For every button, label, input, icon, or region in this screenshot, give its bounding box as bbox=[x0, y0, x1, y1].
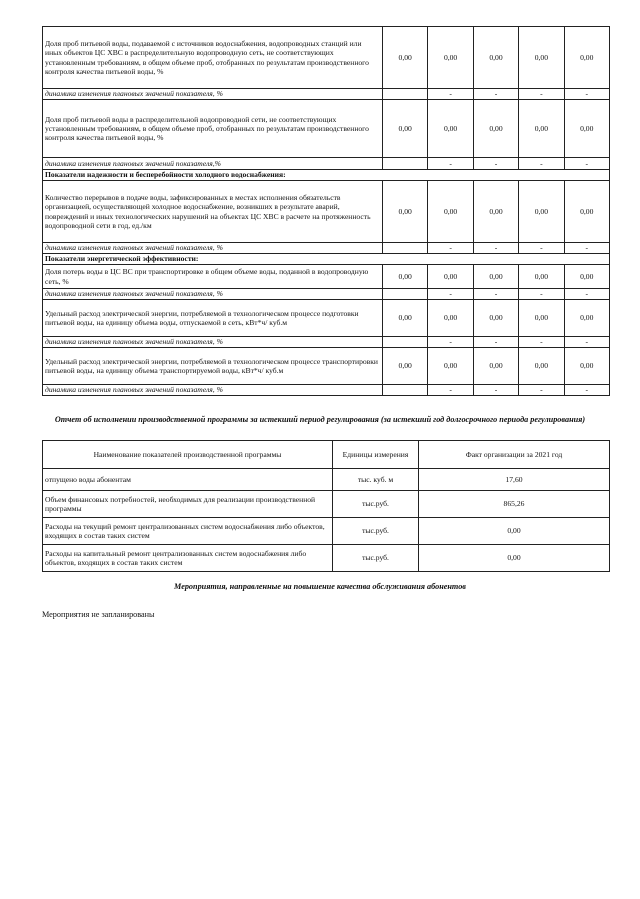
unit-cell: тыс.руб. bbox=[333, 491, 419, 518]
unit-cell: тыс. куб. м bbox=[333, 469, 419, 491]
header-indicator-name: Наименование показателей производственной программы bbox=[43, 441, 333, 469]
indicator-row bbox=[43, 181, 610, 243]
indicator-name: Расходы на капитальный ремонт централизованных систем водоснабжения либо объектов, входящих в состав таких систем bbox=[43, 545, 333, 572]
indicator-value: 0,00 bbox=[383, 348, 428, 385]
indicator-value: 0,00 bbox=[564, 265, 609, 289]
indicator-value: 0,00 bbox=[473, 265, 518, 289]
indicator-value bbox=[383, 89, 428, 100]
indicator-value: 0,00 bbox=[383, 27, 428, 89]
indicator-value: - bbox=[519, 385, 564, 396]
indicator-label: Доля проб питьевой воды, подаваемой с источников водоснабжения, водопроводных станций или иных объектов ЦС ХВС в распределительную водопроводную сеть, не соответствующих установленным требованиям, в общем объеме проб, отобранных по результатам производственного контроля качества питьевой воды, % bbox=[43, 27, 383, 89]
indicator-label: динамика изменения плановых значений показателя, % bbox=[43, 243, 383, 254]
indicator-value: 0,00 bbox=[473, 181, 518, 243]
header-unit: Единицы измерения bbox=[333, 441, 419, 469]
indicator-value: 0,00 bbox=[564, 348, 609, 385]
section-row bbox=[43, 170, 610, 181]
report-caption: Отчет об исполнении производственной программы за истекший период регулирования (за истекший год долгосрочного периода регулирования) bbox=[54, 415, 586, 424]
fact-value: 0,00 bbox=[419, 545, 610, 572]
table-row bbox=[43, 469, 610, 491]
indicator-label: Удельный расход электрической энергии, потребляемой в технологическом процессе подготовки питьевой воды, на единицу объема воды, отпускаемой в сеть, кВт*ч/ куб.м bbox=[43, 300, 383, 337]
indicator-value: - bbox=[428, 89, 473, 100]
measures-text: Мероприятия не запланированы bbox=[42, 610, 155, 619]
dynamics-row bbox=[43, 289, 610, 300]
indicator-value: 0,00 bbox=[473, 300, 518, 337]
indicator-value: - bbox=[519, 289, 564, 300]
indicator-value: 0,00 bbox=[383, 100, 428, 158]
dynamics-row bbox=[43, 158, 610, 170]
indicator-value: - bbox=[564, 158, 609, 170]
indicator-value: 0,00 bbox=[428, 265, 473, 289]
production-program-body bbox=[43, 469, 610, 572]
indicators-table-body bbox=[43, 27, 610, 396]
indicator-value bbox=[383, 385, 428, 396]
indicator-value: - bbox=[564, 243, 609, 254]
indicator-value: - bbox=[428, 158, 473, 170]
indicator-value: - bbox=[428, 385, 473, 396]
indicator-value: - bbox=[428, 337, 473, 348]
measures-heading: Мероприятия, направленные на повышение качества обслуживания абонентов bbox=[174, 582, 466, 591]
table-row bbox=[43, 491, 610, 518]
indicators-table bbox=[42, 26, 610, 396]
indicator-label: динамика изменения плановых значений показателя, % bbox=[43, 385, 383, 396]
indicator-label: динамика изменения плановых значений показателя, % bbox=[43, 289, 383, 300]
indicator-label: Доля потерь воды в ЦС ВС при транспортировке в общем объеме воды, поданной в водопроводную сеть, % bbox=[43, 265, 383, 289]
indicator-value: 0,00 bbox=[519, 100, 564, 158]
header-fact: Факт организации за 2021 год bbox=[419, 441, 610, 469]
indicator-value: 0,00 bbox=[428, 348, 473, 385]
indicator-value: - bbox=[564, 89, 609, 100]
indicator-value bbox=[383, 243, 428, 254]
indicator-value: - bbox=[473, 243, 518, 254]
indicator-value: - bbox=[519, 243, 564, 254]
table-header-row bbox=[43, 441, 610, 469]
indicator-value: 0,00 bbox=[383, 181, 428, 243]
indicator-label: динамика изменения плановых значений показателя,% bbox=[43, 158, 383, 170]
indicator-row bbox=[43, 300, 610, 337]
indicator-value: - bbox=[564, 289, 609, 300]
fact-value: 17,60 bbox=[419, 469, 610, 491]
indicator-value: 0,00 bbox=[473, 100, 518, 158]
indicator-value: - bbox=[473, 337, 518, 348]
indicator-value: 0,00 bbox=[473, 348, 518, 385]
indicator-value: 0,00 bbox=[383, 300, 428, 337]
indicator-label: динамика изменения плановых значений показателя, % bbox=[43, 89, 383, 100]
indicator-label: Удельный расход электрической энергии, потребляемой в технологическом процессе транспортировки питьевой воды, на единицу объема транспортируемой воды, кВт*ч/ куб.м bbox=[43, 348, 383, 385]
indicator-value: 0,00 bbox=[519, 27, 564, 89]
dynamics-row bbox=[43, 89, 610, 100]
indicator-value: 0,00 bbox=[428, 181, 473, 243]
indicator-row bbox=[43, 348, 610, 385]
indicator-value: 0,00 bbox=[564, 181, 609, 243]
indicator-row bbox=[43, 27, 610, 89]
indicator-value: - bbox=[519, 158, 564, 170]
indicator-row bbox=[43, 100, 610, 158]
dynamics-row bbox=[43, 385, 610, 396]
indicator-value: - bbox=[473, 385, 518, 396]
indicator-value: 0,00 bbox=[519, 265, 564, 289]
fact-value: 0,00 bbox=[419, 518, 610, 545]
indicator-name: отпущено воды абонентам bbox=[43, 469, 333, 491]
indicator-value: 0,00 bbox=[519, 348, 564, 385]
section-title: Показатели надежности и бесперебойности холодного водоснабжения: bbox=[43, 170, 610, 181]
indicator-label: динамика изменения плановых значений показателя, % bbox=[43, 337, 383, 348]
indicator-value: - bbox=[519, 337, 564, 348]
indicator-value: 0,00 bbox=[564, 27, 609, 89]
table-row bbox=[43, 518, 610, 545]
indicator-value: 0,00 bbox=[519, 300, 564, 337]
indicator-label: Количество перерывов в подаче воды, зафиксированных в местах исполнения обязательств организацией, осуществляющей холодное водоснабжение, возникших в результате аварий, повреждений и иных технологических нарушений на объектах ЦС ХВС в расчете на протяженность водопроводной сети в год, ед./км bbox=[43, 181, 383, 243]
indicator-value: - bbox=[519, 89, 564, 100]
indicator-value bbox=[383, 337, 428, 348]
production-program-table bbox=[42, 440, 610, 572]
indicator-value: 0,00 bbox=[383, 265, 428, 289]
section-row bbox=[43, 254, 610, 265]
indicator-value: 0,00 bbox=[428, 100, 473, 158]
indicator-value: - bbox=[473, 89, 518, 100]
indicator-name: Расходы на текущий ремонт централизованных систем водоснабжения либо объектов, входящих в состав таких систем bbox=[43, 518, 333, 545]
indicator-value: - bbox=[564, 385, 609, 396]
indicator-value bbox=[383, 289, 428, 300]
indicator-value: 0,00 bbox=[428, 27, 473, 89]
unit-cell: тыс.руб. bbox=[333, 545, 419, 572]
indicator-value: 0,00 bbox=[564, 300, 609, 337]
indicator-value: - bbox=[473, 289, 518, 300]
fact-value: 865,26 bbox=[419, 491, 610, 518]
indicator-value: 0,00 bbox=[564, 100, 609, 158]
dynamics-row bbox=[43, 243, 610, 254]
indicator-value bbox=[383, 158, 428, 170]
section-title: Показатели энергетической эффективности: bbox=[43, 254, 610, 265]
unit-cell: тыс.руб. bbox=[333, 518, 419, 545]
indicator-value: 0,00 bbox=[428, 300, 473, 337]
indicator-value: - bbox=[564, 337, 609, 348]
indicator-value: - bbox=[473, 158, 518, 170]
indicator-value: - bbox=[428, 289, 473, 300]
dynamics-row bbox=[43, 337, 610, 348]
indicator-value: 0,00 bbox=[473, 27, 518, 89]
indicator-row bbox=[43, 265, 610, 289]
indicator-name: Объем финансовых потребностей, необходимых для реализации производственной программы bbox=[43, 491, 333, 518]
indicator-value: 0,00 bbox=[519, 181, 564, 243]
table-row bbox=[43, 545, 610, 572]
indicator-label: Доля проб питьевой воды в распределительной водопроводной сети, не соответствующих установленным требованиям, в общем объеме проб, отобранных по результатам производственного контроля качества питьевой воды, % bbox=[43, 100, 383, 158]
indicator-value: - bbox=[428, 243, 473, 254]
